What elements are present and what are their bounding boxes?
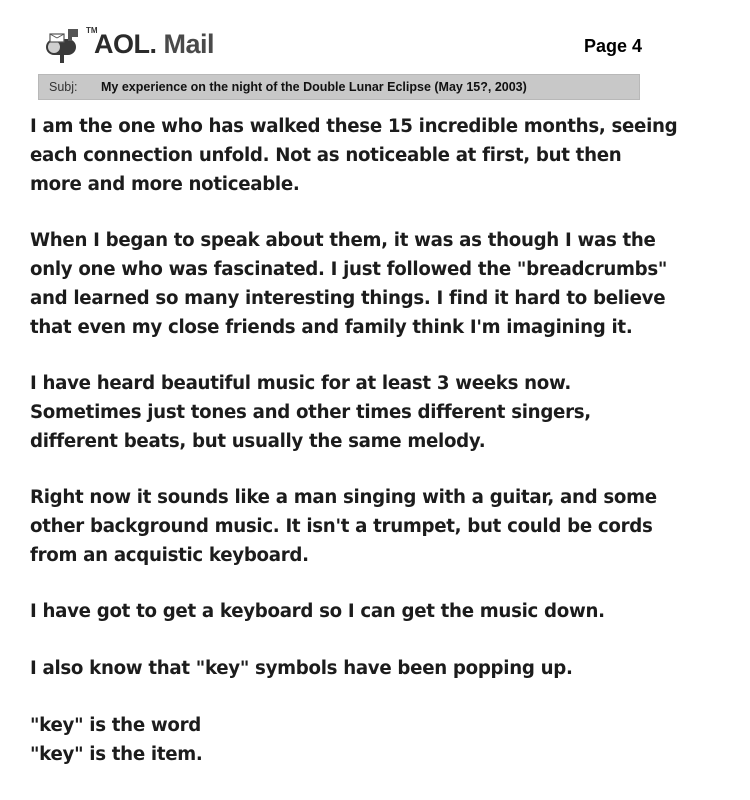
- body-line: only one who was fascinated. I just followed the "breadcrumbs": [30, 259, 668, 280]
- body-line: I also know that "key" symbols have been popping up.: [30, 658, 573, 679]
- paragraph: [30, 483, 730, 570]
- paragraph: [30, 597, 730, 626]
- aol-mail-wordmark: [94, 29, 214, 60]
- paragraph: [30, 112, 730, 199]
- body-line: I have heard beautiful music for at least 3 weeks now.: [30, 373, 571, 394]
- body-line: "key" is the word: [30, 715, 201, 736]
- body-line: and learned so many interesting things. I find it hard to believe: [30, 288, 666, 309]
- paragraph: [30, 369, 730, 456]
- body-line: I have got to get a keyboard so I can get the music down.: [30, 601, 605, 622]
- body-line: I am the one who has walked these 15 incredible months, seeing: [30, 116, 678, 137]
- body-line: that even my close friends and family think I'm imagining it.: [30, 317, 633, 338]
- body-line: Sometimes just tones and other times different singers,: [30, 402, 591, 423]
- page-number: Page 4: [583, 36, 642, 56]
- body-line: When I began to speak about them, it was as though I was the: [30, 230, 656, 251]
- body-line: Right now it sounds like a man singing with a guitar, and some: [30, 487, 657, 508]
- body-line: different beats, but usually the same melody.: [30, 431, 486, 452]
- subject-text: My experience on the night of the Double Lunar Eclipse (May 15?, 2003): [101, 80, 527, 94]
- trademark-mark: TM: [86, 26, 98, 35]
- body-line: more and more noticeable.: [30, 174, 300, 195]
- subject-label: Subj:: [49, 80, 78, 94]
- paragraph: [30, 654, 730, 683]
- aol-mail-logo: [42, 24, 214, 64]
- body-line: each connection unfold. Not as noticeable at first, but then: [30, 145, 622, 166]
- paragraph: [30, 711, 730, 769]
- body-line: other background music. It isn't a trumpet, but could be cords: [30, 516, 653, 537]
- mail-wordmark: Mail: [163, 28, 215, 59]
- email-header: [42, 24, 682, 72]
- aol-wordmark: AOL.: [94, 28, 157, 59]
- email-body: [30, 112, 730, 796]
- mailbox-icon: [42, 25, 88, 63]
- body-line: "key" is the item.: [30, 744, 203, 765]
- subject-bar: [38, 74, 640, 100]
- paragraph: [30, 226, 730, 342]
- body-line: from an acquistic keyboard.: [30, 545, 309, 566]
